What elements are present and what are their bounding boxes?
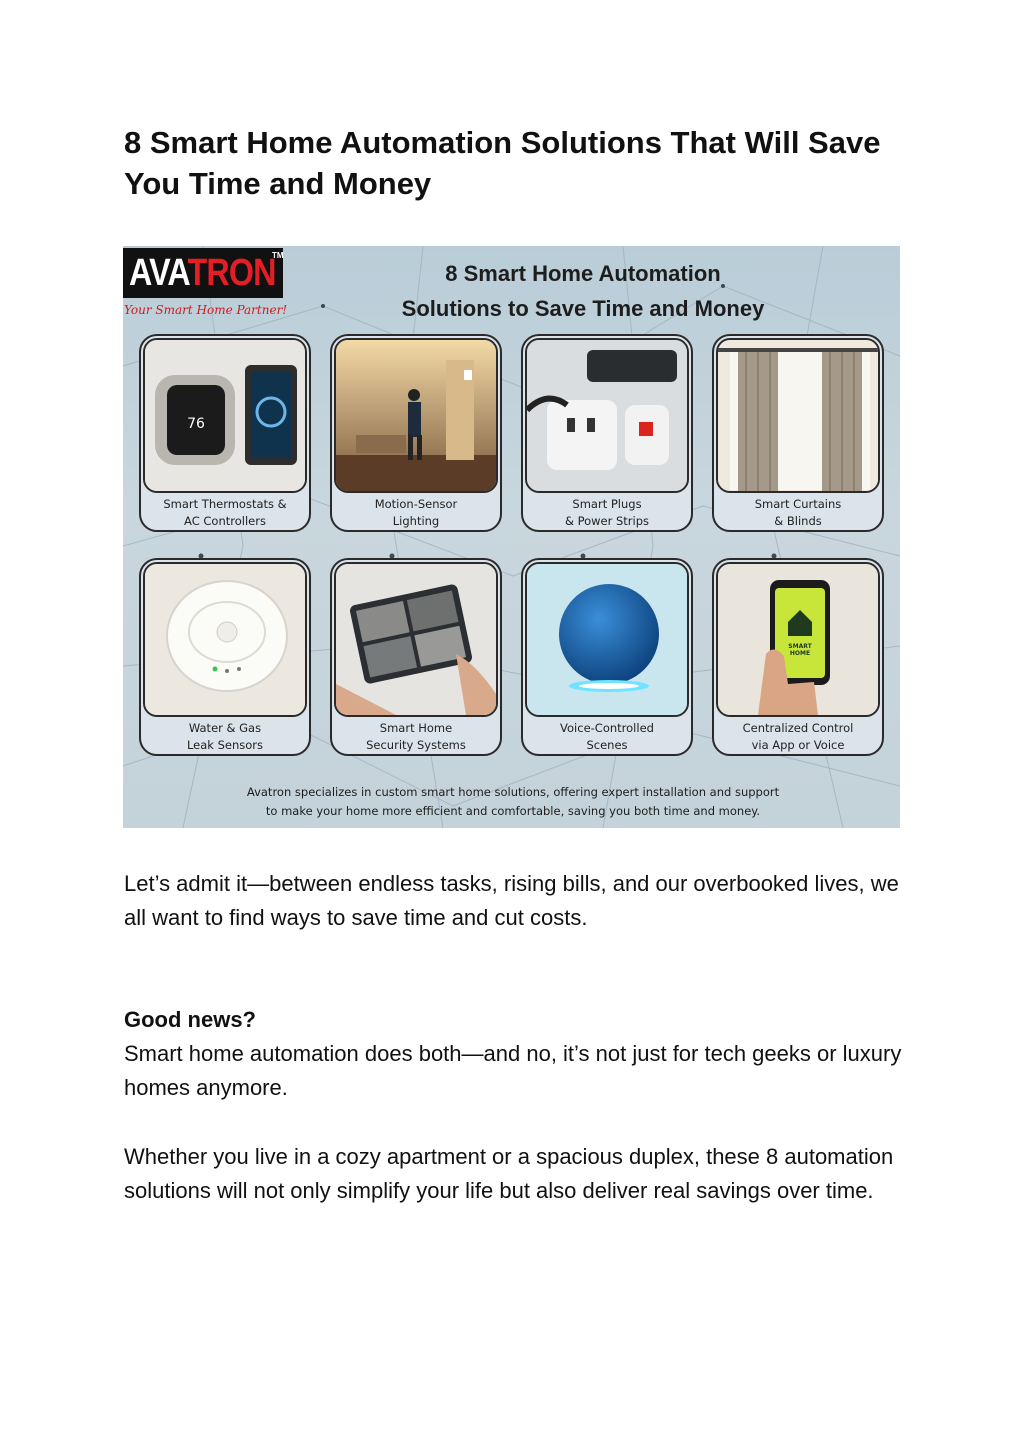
- infographic: [123, 246, 900, 828]
- avatron-logo: [123, 248, 283, 298]
- good-news-body: Smart home automation does both—and no, it’s not just for tech geeks or luxury homes anymore.: [124, 1041, 902, 1100]
- card-smart-curtains: [712, 334, 884, 532]
- infographic-footer: [163, 783, 863, 821]
- card-label-line2: Scenes: [586, 738, 628, 752]
- card-label-line1: Voice-Controlled: [560, 721, 654, 735]
- intro-paragraph: Let’s admit it—between endless tasks, rising bills, and our overbooked lives, we all want to find ways to save time and cut costs.: [124, 871, 899, 930]
- card-label: [145, 720, 305, 754]
- motion-sensor-icon: [334, 338, 498, 493]
- smart-plug-icon: [525, 338, 689, 493]
- card-centralized-control: [712, 558, 884, 756]
- card-label-line2: Leak Sensors: [186, 738, 264, 752]
- phone-app-icon: [716, 562, 880, 717]
- card-label-line2: AC Controllers: [184, 514, 266, 528]
- card-label-line1: Motion-Sensor: [374, 497, 458, 511]
- card-label: [718, 496, 878, 530]
- card-label: [336, 720, 496, 754]
- card-label-line2: Lighting: [392, 514, 440, 528]
- card-label-line1: Water & Gas: [188, 721, 262, 735]
- card-label-line2: & Blinds: [774, 514, 822, 528]
- closing-paragraph: Whether you live in a cozy apartment or a spacious duplex, these 8 automation solutions will not only simplify your life but also deliver real savings over time.: [124, 1144, 894, 1203]
- card-smart-thermostats: [139, 334, 311, 532]
- logo-text-tron: TRON: [187, 252, 276, 294]
- good-news-section: [124, 1003, 904, 1105]
- phone-label-line2: HOME: [789, 650, 811, 657]
- card-security-systems: [330, 558, 502, 756]
- card-label-line1: Centralized Control: [742, 721, 854, 735]
- card-label: [145, 496, 305, 530]
- leak-sensor-icon: [143, 562, 307, 717]
- card-label-line2: & Power Strips: [564, 514, 650, 528]
- card-smart-plugs: [521, 334, 693, 532]
- card-label-line1: Smart Thermostats &: [163, 497, 287, 511]
- card-label-line1: Smart Curtains: [754, 497, 842, 511]
- thermostat-reading: 76: [187, 416, 205, 432]
- card-label: [527, 496, 687, 530]
- card-label-line2: Security Systems: [366, 738, 466, 752]
- card-voice-controlled-scenes: [521, 558, 693, 756]
- curtains-icon: [716, 338, 880, 493]
- infographic-title: [323, 256, 843, 326]
- infographic-footer-line1: Avatron specializes in custom smart home solutions, offering expert installation and support: [246, 785, 780, 799]
- page-title: 8 Smart Home Automation Solutions That Will Save You Time and Money: [124, 125, 881, 201]
- card-label-line1: Smart Home: [379, 721, 453, 735]
- smart-speaker-icon: [525, 562, 689, 717]
- infographic-title-line2: Solutions to Save Time and Money: [401, 296, 765, 321]
- card-label: [336, 496, 496, 530]
- security-camera-icon: [334, 562, 498, 717]
- card-label: [527, 720, 687, 754]
- logo-trademark: TM: [272, 251, 284, 260]
- logo-tagline: Your Smart Home Partner!: [124, 303, 288, 317]
- infographic-title-line1: 8 Smart Home Automation: [445, 261, 721, 286]
- card-label-line1: Smart Plugs: [572, 497, 642, 511]
- card-leak-sensors: [139, 558, 311, 756]
- logo-text-ava: AVA: [129, 252, 188, 294]
- phone-label-line1: SMART: [788, 643, 812, 650]
- infographic-footer-line2: to make your home more efficient and comfortable, saving you both time and money.: [265, 804, 761, 818]
- card-motion-sensor-lighting: [330, 334, 502, 532]
- card-label-line2: via App or Voice: [751, 738, 845, 752]
- good-news-heading: Good news?: [124, 1007, 256, 1032]
- thermostat-icon: [143, 338, 307, 493]
- card-label: [718, 720, 878, 754]
